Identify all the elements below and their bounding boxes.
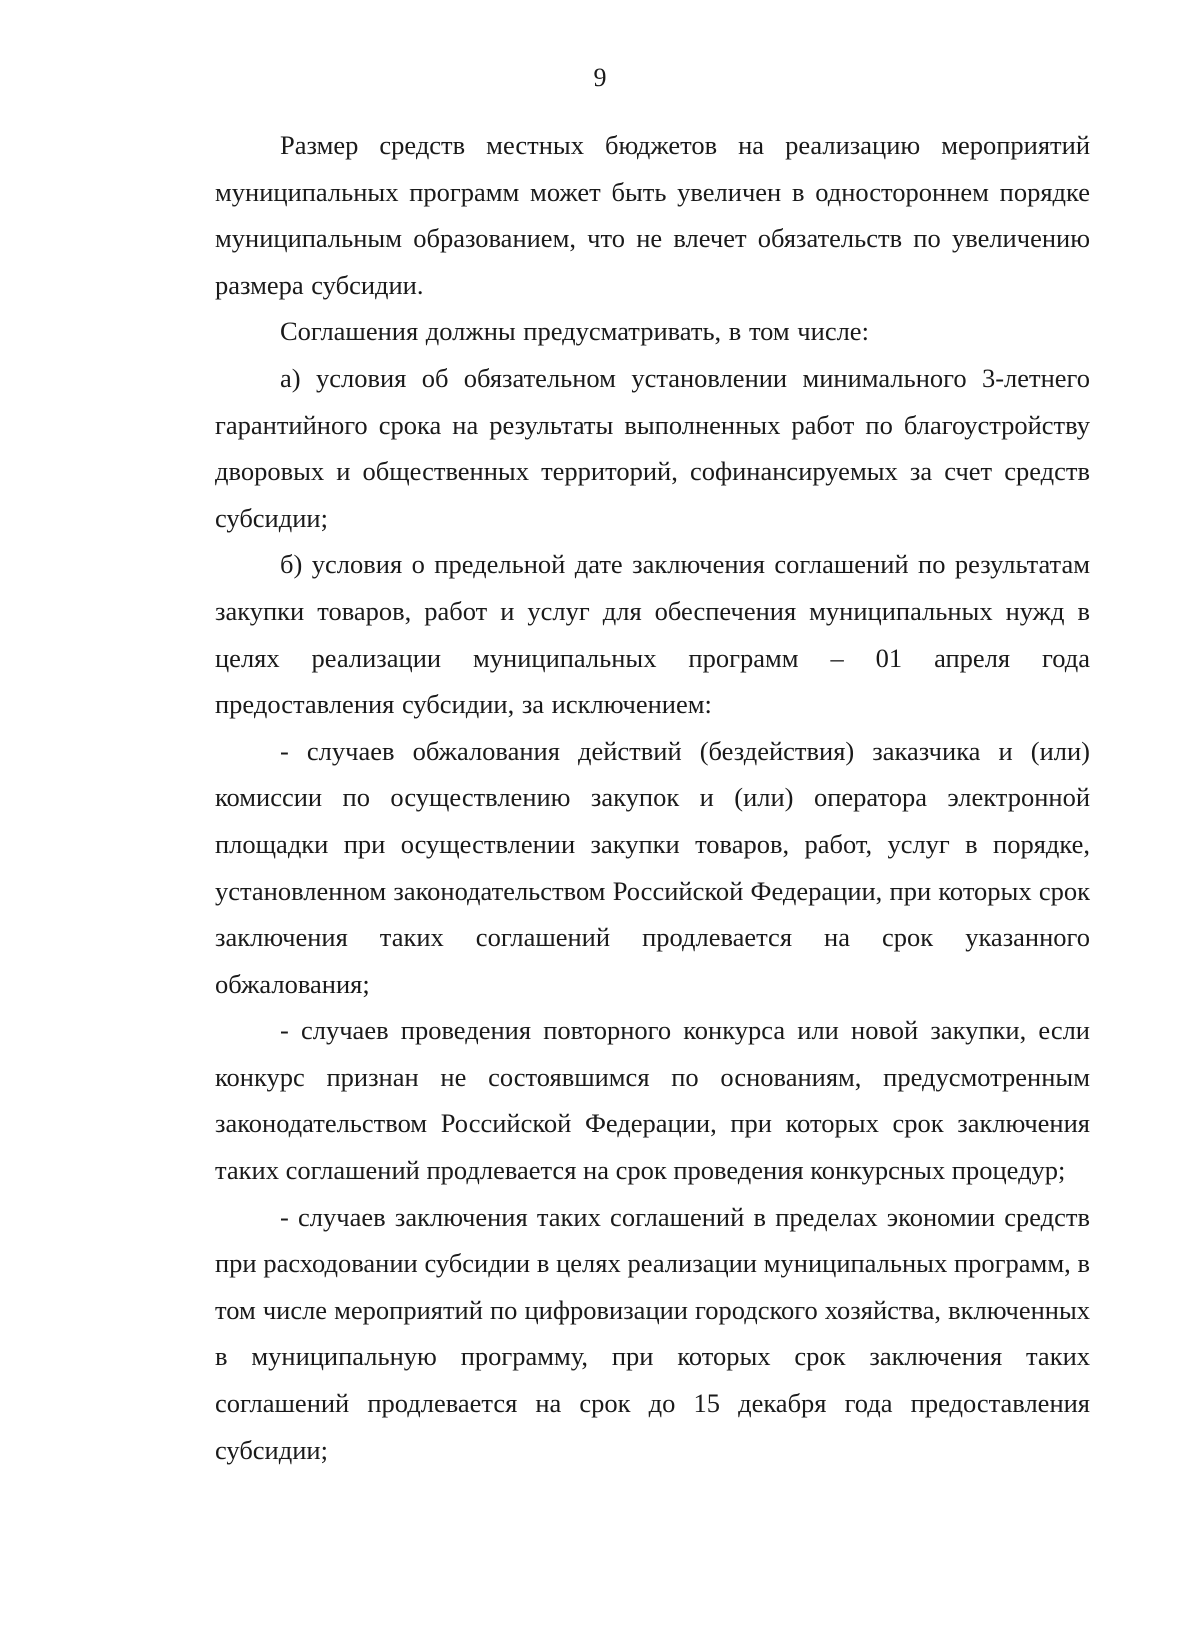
paragraph-agreements-intro: Соглашения должны предусматривать, в том числе: <box>280 316 869 347</box>
page-number: 9 <box>593 63 607 92</box>
paragraph-exception-appeal: - случаев обжалования действий (бездействия) заказчика и (или) комиссии по осуществлению закупок и (или) оператора электронной площадки при осуществлении закупки товаров, работ, услуг в порядке, установленном законодательством Российской Федерации, при которых срок заключения таких соглашений продлевается на срок указанного обжалования; <box>215 735 1090 999</box>
paragraph-item-b-deadline: б) условия о предельной дате заключения соглашений по результатам закупки товаров, работ и услуг для обеспечения муниципальных нужд в целях реализации муниципальных программ – 01 апреля года предоставления субсидии, за исключением: <box>215 549 1090 720</box>
paragraph-exception-repeat-tender: - случаев проведения повторного конкурса или новой закупки, если конкурс признан не состоявшимся по основаниям, предусмотренным законодательством Российской Федерации, при которых срок заключения таких соглашений продлевается на срок проведения конкурсных процедур; <box>215 1015 1090 1186</box>
paragraph-budget-increase: Размер средств местных бюджетов на реализацию мероприятий муниципальных программ может быть увеличен в одностороннем порядке муниципальным образованием, что не влечет обязательств по увеличению размера субсидии. <box>215 130 1090 300</box>
paragraph-exception-savings: - случаев заключения таких соглашений в пределах экономии средств при расходовании субсидии в целях реализации муниципальных программ, в том числе мероприятий по цифровизации городского хозяйства, включенных в муниципальную программу, при которых срок заключения таких соглашений продлевается на срок до 15 декабря года предоставления субсидии; <box>215 1201 1090 1465</box>
paragraph-item-a-warranty: а) условия об обязательном установлении минимального 3-летнего гарантийного срока на результаты выполненных работ по благоустройству дворовых и общественных территорий, софинансируемых за счет средств субсидии; <box>215 362 1090 533</box>
document-body <box>215 122 1090 1473</box>
